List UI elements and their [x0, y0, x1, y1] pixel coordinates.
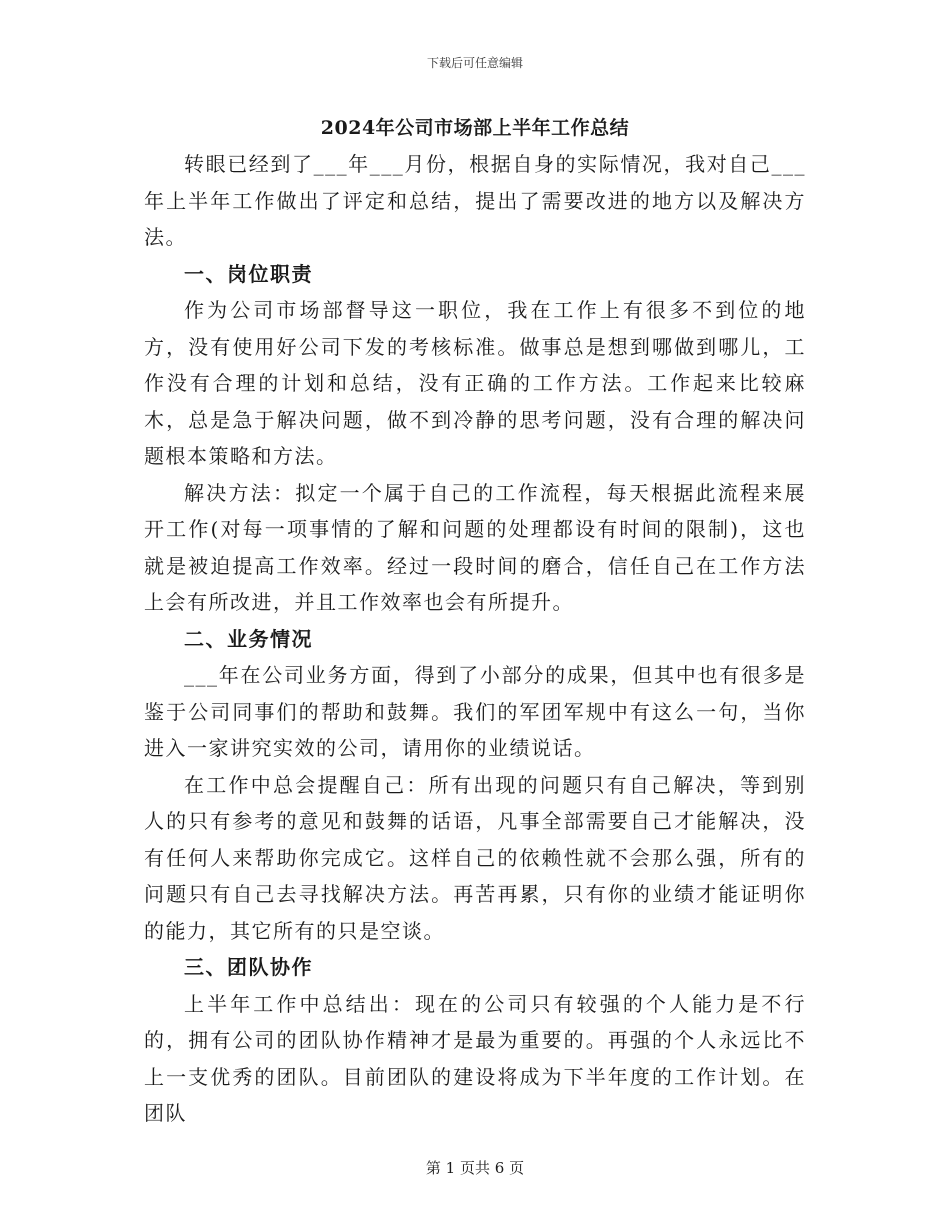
- section-paragraph: 在工作中总会提醒自己：所有出现的问题只有自己解决，等到别人的只有参考的意见和鼓舞的话语，凡事全部需要自己才能解决，没有任何人来帮助你完成它。这样自己的依赖性就不会那么强，所有的问题只有自己去寻找解决方法。再苦再累，只有你的业绩才能证明你的能力，其它所有的只是空谈。: [144, 772, 806, 943]
- section-heading: 二、业务情况: [184, 626, 313, 651]
- document-title: 2024年公司市场部上半年工作总结: [320, 117, 630, 139]
- section-heading: 一、岗位职责: [184, 261, 313, 286]
- page-header-note: 下载后可任意编辑: [426, 56, 523, 70]
- intro-paragraph: 转眼已经到了___年___月份，根据自身的实际情况，我对自己___年上半年工作做出了评定和总结，提出了需要改进的地方以及解决方法。: [144, 152, 806, 249]
- page-number: 第 1 页共 6 页: [425, 1159, 525, 1177]
- section-paragraph: ___年在公司业务方面，得到了小部分的成果，但其中也有很多是鉴于公司同事们的帮助和鼓舞。我们的军团军规中有这么一句，当你进入一家讲究实效的公司，请用你的业绩说话。: [144, 663, 806, 760]
- section-heading: 三、团队协作: [184, 955, 313, 979]
- section-teamwork: [144, 949, 806, 1132]
- section-paragraph: 作为公司市场部督导这一职位，我在工作上有很多不到位的地方，没有使用好公司下发的考核标准。做事总是想到哪做到哪儿，工作没有合理的计划和总结，没有正确的工作方法。工作起来比较麻木，总是急于解决问题，做不到冷静的思考问题，没有合理的解决问题根本策略和方法。: [144, 298, 806, 468]
- section-job-duties: [144, 256, 806, 621]
- section-business: [144, 621, 806, 950]
- section-paragraph: 解决方法：拟定一个属于自己的工作流程，每天根据此流程来展开工作(对每一项事情的了解和问题的处理都设有时间的限制)，这也就是被迫提高工作效率。经过一段时间的磨合，信任自己在工作方法上会有所改进，并且工作效率也会有所提升。: [144, 480, 806, 614]
- section-paragraph: 上半年工作中总结出：现在的公司只有较强的个人能力是不行的，拥有公司的团队协作精神才是最为重要的。再强的个人永远比不上一支优秀的团队。目前团队的建设将成为下半年度的工作计划。在团队: [144, 991, 806, 1125]
- document-body: [144, 110, 806, 1132]
